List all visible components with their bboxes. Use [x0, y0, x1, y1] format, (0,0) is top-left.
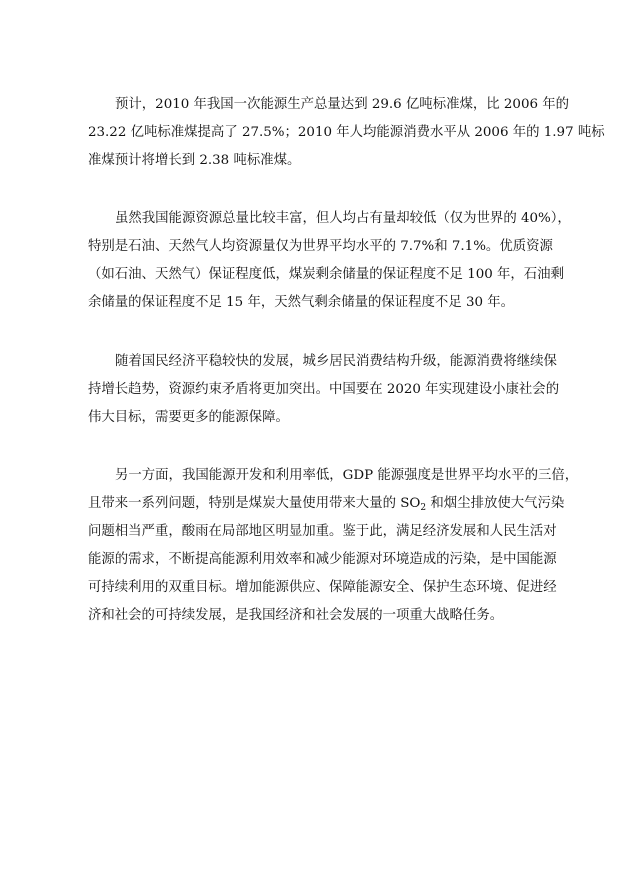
paragraph-1-line-3: 准煤预计将增长到 2.38 吨标准煤。	[88, 153, 301, 168]
paragraph-4-line-2-text: 且带来一系列问题，特别是煤炭大量使用带来大量的	[88, 496, 396, 511]
paragraph-1	[88, 91, 605, 175]
paragraph-1-line-2: 23.22 亿吨标准煤提高了 27.5%；2010 年人均能源消费水平从 2006 年的 1.97 吨标	[88, 125, 605, 140]
paragraph-2-line-3: （如石油、天然气）保证程度低，煤炭剩余储量的保证程度不足 100 年，石油剩	[88, 267, 564, 282]
paragraph-2-line-4: 余储量的保证程度不足 15 年，天然气剩余储量的保证程度不足 30 年。	[88, 295, 515, 310]
so2-formula	[400, 496, 426, 511]
paragraph-4-line-2-tail: 和烟尘排放使大气污染	[426, 496, 565, 511]
so2-formula-main: SO	[400, 496, 421, 511]
paragraph-4-line-4: 能源的需求，不断提高能源利用效率和减少能源对环境造成的污染，是中国能源	[88, 552, 557, 567]
paragraph-4	[88, 462, 579, 630]
paragraph-2	[88, 205, 571, 317]
paragraph-3-line-2: 持增长趋势，资源约束矛盾将更加突出。中国要在 2020 年实现建设小康社会的	[88, 382, 560, 397]
paragraph-2-line-2: 特别是石油、天然气人均资源量仅为世界平均水平的 7.7%和 7.1%。优质资源	[88, 239, 553, 254]
paragraph-3-line-1: 随着国民经济平稳较快的发展，城乡居民消费结构升级，能源消费将继续保	[115, 354, 557, 369]
paragraph-4-line-5: 可持续利用的双重目标。增加能源供应、保障能源安全、保护生态环境、促进经	[88, 580, 557, 595]
so2-formula-subscript: 2	[420, 503, 427, 513]
paragraph-4-line-3: 问题相当严重，酸雨在局部地区明显加重。鉴于此，满足经济发展和人民生活对	[88, 524, 557, 539]
paragraph-4-line-1: 另一方面，我国能源开发和利用率低，GDP 能源强度是世界平均水平的三倍，	[115, 468, 579, 483]
paragraph-2-line-1: 虽然我国能源资源总量比较丰富，但人均占有量却较低（仅为世界的 40%），	[115, 211, 571, 226]
paragraph-1-line-1: 预计，2010 年我国一次能源生产总量达到 29.6 亿吨标准煤，比 2006 年的	[115, 97, 570, 112]
paragraph-3-line-3: 伟大目标，需要更多的能源保障。	[88, 410, 289, 425]
paragraph-4-line-6: 济和社会的可持续发展，是我国经济和社会发展的一项重大战略任务。	[88, 608, 504, 623]
paragraph-4-line-2	[88, 490, 565, 518]
paragraph-3	[88, 348, 560, 432]
